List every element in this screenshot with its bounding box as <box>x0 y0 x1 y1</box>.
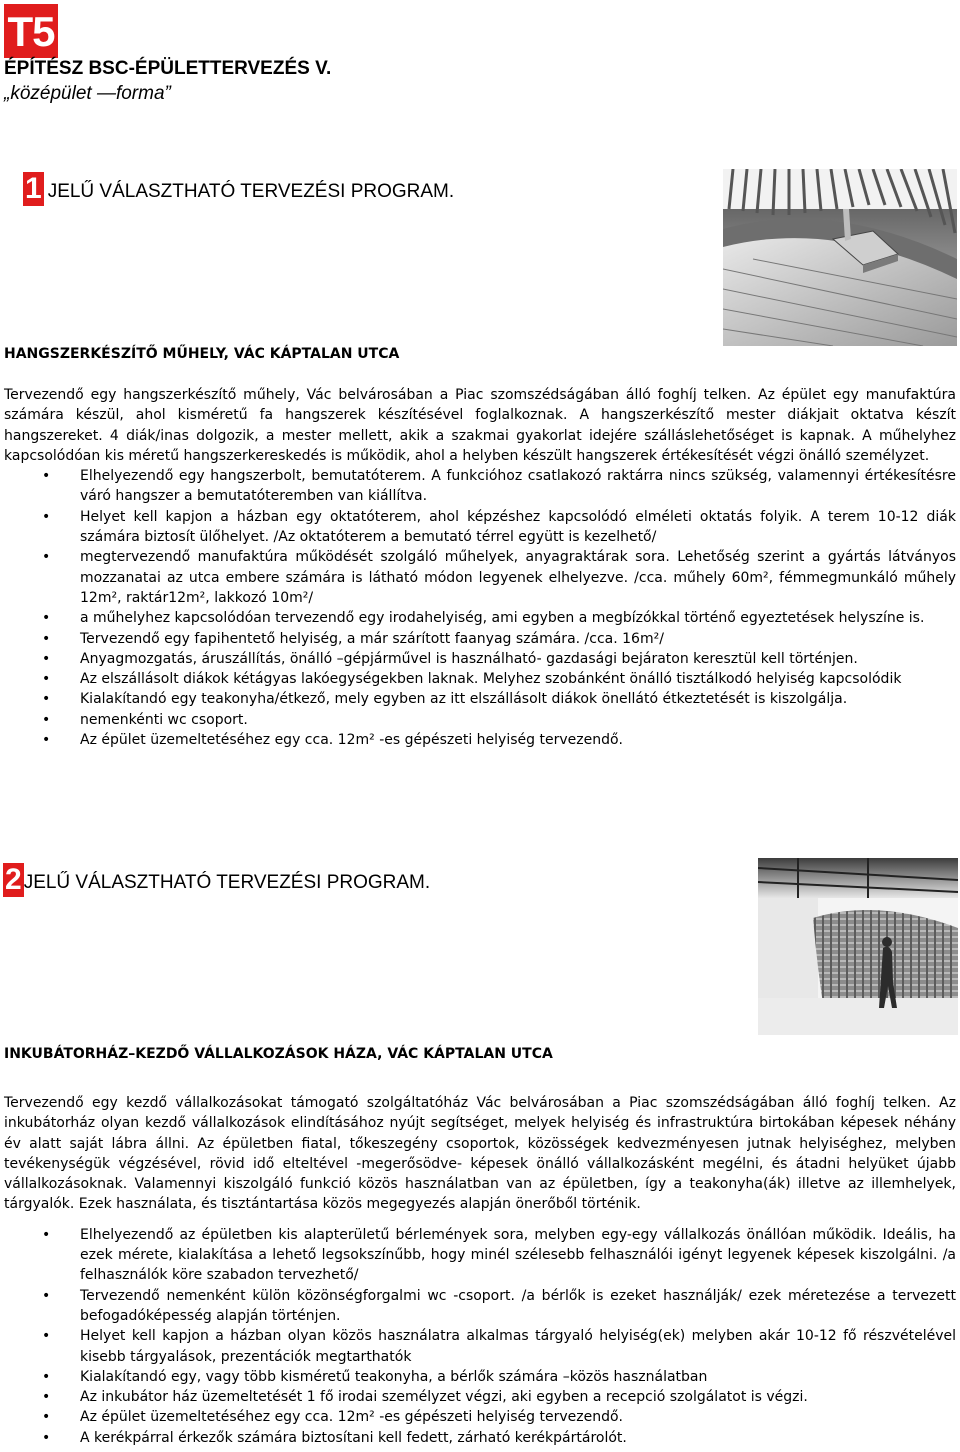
list-item: • Helyet kell kapjon a házban egy oktatóterem, ahol képzéshez kapcsolódó elméleti oktatás folyik. A terem 10-12 diák számára biztosít ülőhelyet. /Az oktatóterem a bemutató térrel együtt is kezelhető/ <box>4 507 956 548</box>
program-2-heading <box>3 863 430 897</box>
program-1-intro: Tervezendő egy hangszerkészítő műhely, Vác belvárosában a Piac szomszédságában álló foghíj telken. Az épület egy manufaktúra számára készül, ahol kisméretű fa hangszerek készítésével foglalkoznak. A hangszerkészítő mester diákjait oktatva készít hangszereket. 4 diák/inas dolgozik, a mester mellett, akik a szakmai gyakorlat idejére szálláslehetőséget is kapnak. A műhelyhez kapcsolódóan kis méretű hangszerkereskedés is működik, ahol a helyben készült hangszerek értékesítését végzi önálló személyzet. <box>4 387 956 464</box>
list-item: • Az elszállásolt diákok kétágyas lakóegységekben laknak. Melyhez szobánként önálló tisztálkodó helyiség kapcsolódik <box>4 669 956 689</box>
list-item: • Elhelyezendő az épületben kis alapterületű bérlemények sora, melyben egy-egy vállalkozás önállóan működik. Ideális, ha ezek mérete, kialakítása a lehető legsokszínűbb, hogy minél szélesebb felhasználói igényt legyenek képesek kiszolgálni. /a felhasználók köre szabadon tervezhető/ <box>4 1225 956 1286</box>
program-1-heading <box>23 172 454 206</box>
program-2-list <box>4 1225 956 1448</box>
program-2-heading-text: JELŰ VÁLASZTHATÓ TERVEZÉSI PROGRAM. <box>23 872 431 893</box>
program-2-intro: Tervezendő egy kezdő vállalkozásokat támogató szolgáltatóház Vác belvárosában a Piac szomszédságában álló foghíj telken. Az inkubátorház olyan kezdő vállalkozások elindításához nyújt segítséget, melyek helyiség és infrastruktúra birtokában képesek néhány év alatt saját lábra állni. Az épületben fiatal, tőkeszegény csoportok, közösségek kedvezményesen jutnak helyiséghez, melyben tevékenységük végzésével, rövid idő elteltével -megerősödve- képesek önálló vállalkozásként megélni, és átadni helyüket újabb vállalkozásoknak. Valamennyi kiszolgáló funkció közös használatban van az épületben, így a teakonyha(ák) illetve az illemhelyek, tárgyalók. Ezek használata, és tisztántartása közös megegyezés alapján önerőből történik. <box>4 1095 956 1213</box>
list-item: • Az épület üzemeltetéséhez egy cca. 12m² -es gépészeti helyiség tervezendő. <box>4 730 956 750</box>
program-2-title: INKUBÁTORHÁZ–KEZDŐ VÁLLALKOZÁSOK HÁZA, VÁC KÁPTALAN UTCA <box>4 1046 553 1062</box>
list-item: • megtervezendő manufaktúra működését szolgáló műhelyek, anyagraktárak sora. Lehetőség szerint a gyártás látványos mozzanatai az utca embere számára is látható módon legyenek elhelyezve. /cca. műhely 60m², fémmegmunkáló műhely 12m², raktár12m², lakkozó 10m²/ <box>4 547 956 608</box>
program-1-title: HANGSZERKÉSZÍTŐ MŰHELY, VÁC KÁPTALAN UTCA <box>4 346 400 362</box>
list-item: • Tervezendő egy fapihentető helyiség, a már szárított faanyag számára. /cca. 16m²/ <box>4 629 956 649</box>
program-1-number: 1 <box>25 172 42 205</box>
list-item: • Tervezendő nemenként külön közönségforgalmi wc -csoport. /a bérlők is ezeket használják/ ezek méretezése a tervezett befogadóképesség alapján történjen. <box>4 1286 956 1327</box>
t5-badge: T5 <box>4 4 58 58</box>
program-2-body <box>4 1093 956 1448</box>
list-item: • Anyagmozgatás, áruszállítás, önálló –gépjárművel is használható- gazdasági bejáraton keresztül kell történjen. <box>4 649 956 669</box>
course-subtitle: „középület —forma” <box>4 83 171 104</box>
list-item: • Az inkubátor ház üzemeltetését 1 fő irodai személyzet végzi, aki egyben a recepció szolgálatot is végzi. <box>4 1387 956 1407</box>
list-item: • Elhelyezendő egy hangszerbolt, bemutatóterem. A funkcióhoz csatlakozó raktárra nincs szükség, valamennyi értékesítésre váró hangszer a bemutatóteremben van kiállítva. <box>4 466 956 507</box>
program-1-body <box>4 385 956 750</box>
wooden-interior-photo <box>723 169 957 346</box>
course-title: ÉPÍTÉSZ BSC-ÉPÜLETTERVEZÉS V. <box>4 58 332 79</box>
program-2-number: 2 <box>5 863 22 896</box>
list-item: • Az épület üzemeltetéséhez egy cca. 12m² -es gépészeti helyiség tervezendő. <box>4 1407 956 1427</box>
program-1-list <box>4 466 956 750</box>
list-item: • a műhelyhez kapcsolódóan tervezendő egy irodahelyiség, ami egyben a megbízókkal történő egyeztetések helyszíne is. <box>4 608 956 628</box>
list-item: • Helyet kell kapjon a házban olyan közös használatra alkalmas tárgyaló helyiség(ek) melyben akár 10-12 fő részvételével kisebb tárgyalások, prezentációk megtarthatók <box>4 1326 956 1367</box>
list-item: • Kialakítandó egy teakonyha/étkező, mely egyben az itt elszállásolt diákok önellátó étkeztetését is kiszolgálja. <box>4 689 956 709</box>
timber-installation-photo <box>758 858 958 1035</box>
list-item: • Kialakítandó egy, vagy több kisméretű teakonyha, a bérlők számára –közös használatban <box>4 1367 956 1387</box>
list-item: • A kerékpárral érkezők számára biztosítani kell fedett, zárható kerékpártárolót. <box>4 1428 956 1448</box>
list-item: • nemenkénti wc csoport. <box>4 710 956 730</box>
program-1-heading-text: JELŰ VÁLASZTHATÓ TERVEZÉSI PROGRAM. <box>47 181 455 202</box>
